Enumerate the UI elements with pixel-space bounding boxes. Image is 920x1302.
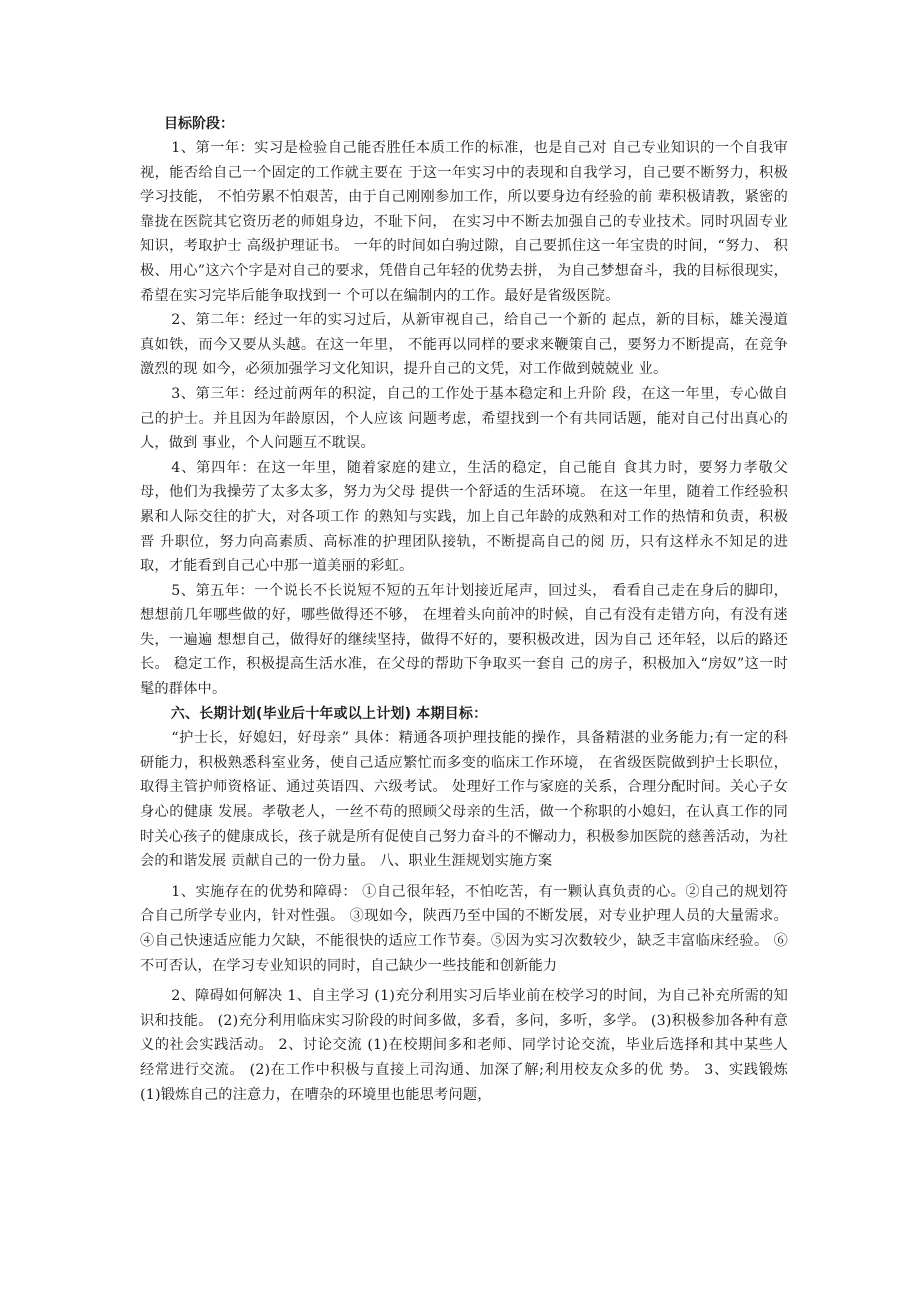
implementation-paragraph-1: 1、实施存在的优势和障碍： ①自己很年轻，不怕吃苦，有一颗认真负责的心。②自己的规划符合自己所学专业内，针对性强。 ③现如今，陕西乃至中国的不断发展，对专业护理人员的大量需求。④自己快速适应能力欠缺，不能很快的适应工作节奏。⑤因为实习次数较少，缺乏丰富临床经验。 ⑥不可否认，在学习专业知识的同时，自己缺少一些技能和创新能力 [140,883,788,974]
paragraph-year-1: 1、第一年：实习是检验自己能否胜任本质工作的标准，也是自己对 自己专业知识的一个自我审视，能否给自己一个固定的工作就主要在 于这一年实习中的表现和自我学习，自己要不断努力，积极学习技能， 不怕劳累不怕艰苦，由于自己刚刚参加工作，所以要身边有经验的前 辈积极请教，紧密的靠拢在医院其它资历老的师姐身边，不耻下问， 在实习中不断去加强自己的专业技术。同时巩固专业知识，考取护士 高级护理证书。 一年的时间如白驹过隙，自己要抓住这一年宝贵的时间，“努力、 积极、用心”这六个字是对自己的要求，凭借自己年轻的优势去拼， 为自己梦想奋斗，我的目标很现实，希望在实习完毕后能争取找到一 个可以在编制内的工作。最好是省级医院。 [140,140,788,304]
document-page [140,112,788,1107]
implementation-paragraph-2: 2、障碍如何解决 1、自主学习 (1)充分利用实习后毕业前在校学习的时间，为自己补充所需的知 识和技能。 (2)充分利用临床实习阶段的时间多做，多看，多问，多听，多学。 (3)积极参加各种有意义的社会实践活动。 2、讨论交流 (1)在校期间多和老师、同学讨论交流，毕业后选择和其中某些人 经常进行交流。 (2)在工作中积极与直接上司沟通、加深了解;利用校友众多的优 势。 3、实践锻炼 (1)锻炼自己的注意力，在嘈杂的环境里也能思考问题， [140,988,788,1103]
paragraph-year-3: 3、第三年：经过前两年的积淀，自己的工作处于基本稳定和上升阶 段，在这一年里，专心做自己的护士。并且因为年龄原因，个人应该 问题考虑，希望找到一个有共同话题，能对自己付出真心的人，做到 事业，个人问题互不耽误。 [140,385,788,452]
paragraph-year-2: 2、第二年：经过一年的实习过后，从新审视自己，给自己一个新的 起点，新的目标，雄关漫道真如铁，而今又要从头越。在这一年里， 不能再以同样的要求来鞭策自己，要努力不断提高，在竞争激烈的现 如今，必须加强学习文化知识，提升自己的文凭，对工作做到兢兢业 业。 [140,312,788,378]
section-six-body: “护士长，好媳妇，好母亲” 具体：精通各项护理技能的操作，具备精湛的业务能力;有一定的科 研能力，积极熟悉科室业务，使自己适应繁忙而多变的临床工作环境， 在省级医院做到护士长职位， 取得主管护师资格证、通过英语四、六级考试。 处理好工作与家庭的关系，合理分配时间。关心子女身心的健康 发展。孝敬老人，一丝不苟的照顾父母亲的生活，做一个称职的小媳妇，在认真工作的同时关心孩子的健康成长，孩子就是所有促使自己努力奋斗的不懈动力，积极参加医院的慈善活动，为社会的和谐发展 贡献自己的一份力量。 八、职业生涯规划实施方案 [140,730,788,870]
paragraph-year-4: 4、第四年：在这一年里，随着家庭的建立，生活的稳定，自己能自 食其力时，要努力孝敬父母，他们为我操劳了太多太多，努力为父母 提供一个舒适的生活环境。 在这一年里，随着工作经验积累和人际交往的扩大，对各项工作 的熟知与实践，加上自己年龄的成熟和对工作的热情和负责，积极晋 升职位，努力向高素质、高标准的护理团队接轨，不断提高自己的阅 历，只有这样永不知足的进取，才能看到自己心中那一道美丽的彩虹。 [140,459,788,575]
section-six-title: 六、长期计划(毕业后十年或以上计划) 本期目标： [170,705,488,722]
paragraph-year-5: 5、第五年：一个说长不长说短不短的五年计划接近尾声，回过头， 看看自己走在身后的脚印，想想前几年哪些做的好，哪些做得还不够， 在埋着头向前冲的时候，自己有没有走错方向，有没有迷失，一遍遍 想想自己，做得好的继续坚持，做得不好的，要积极改进，因为自己 还年轻，以后的路还长。 稳定工作，积极提高生活水准，在父母的帮助下争取买一套自 己的房子，积极加入“房奴”这一时髦的群体中。 [140,582,788,698]
section-heading: 目标阶段： [164,116,234,132]
